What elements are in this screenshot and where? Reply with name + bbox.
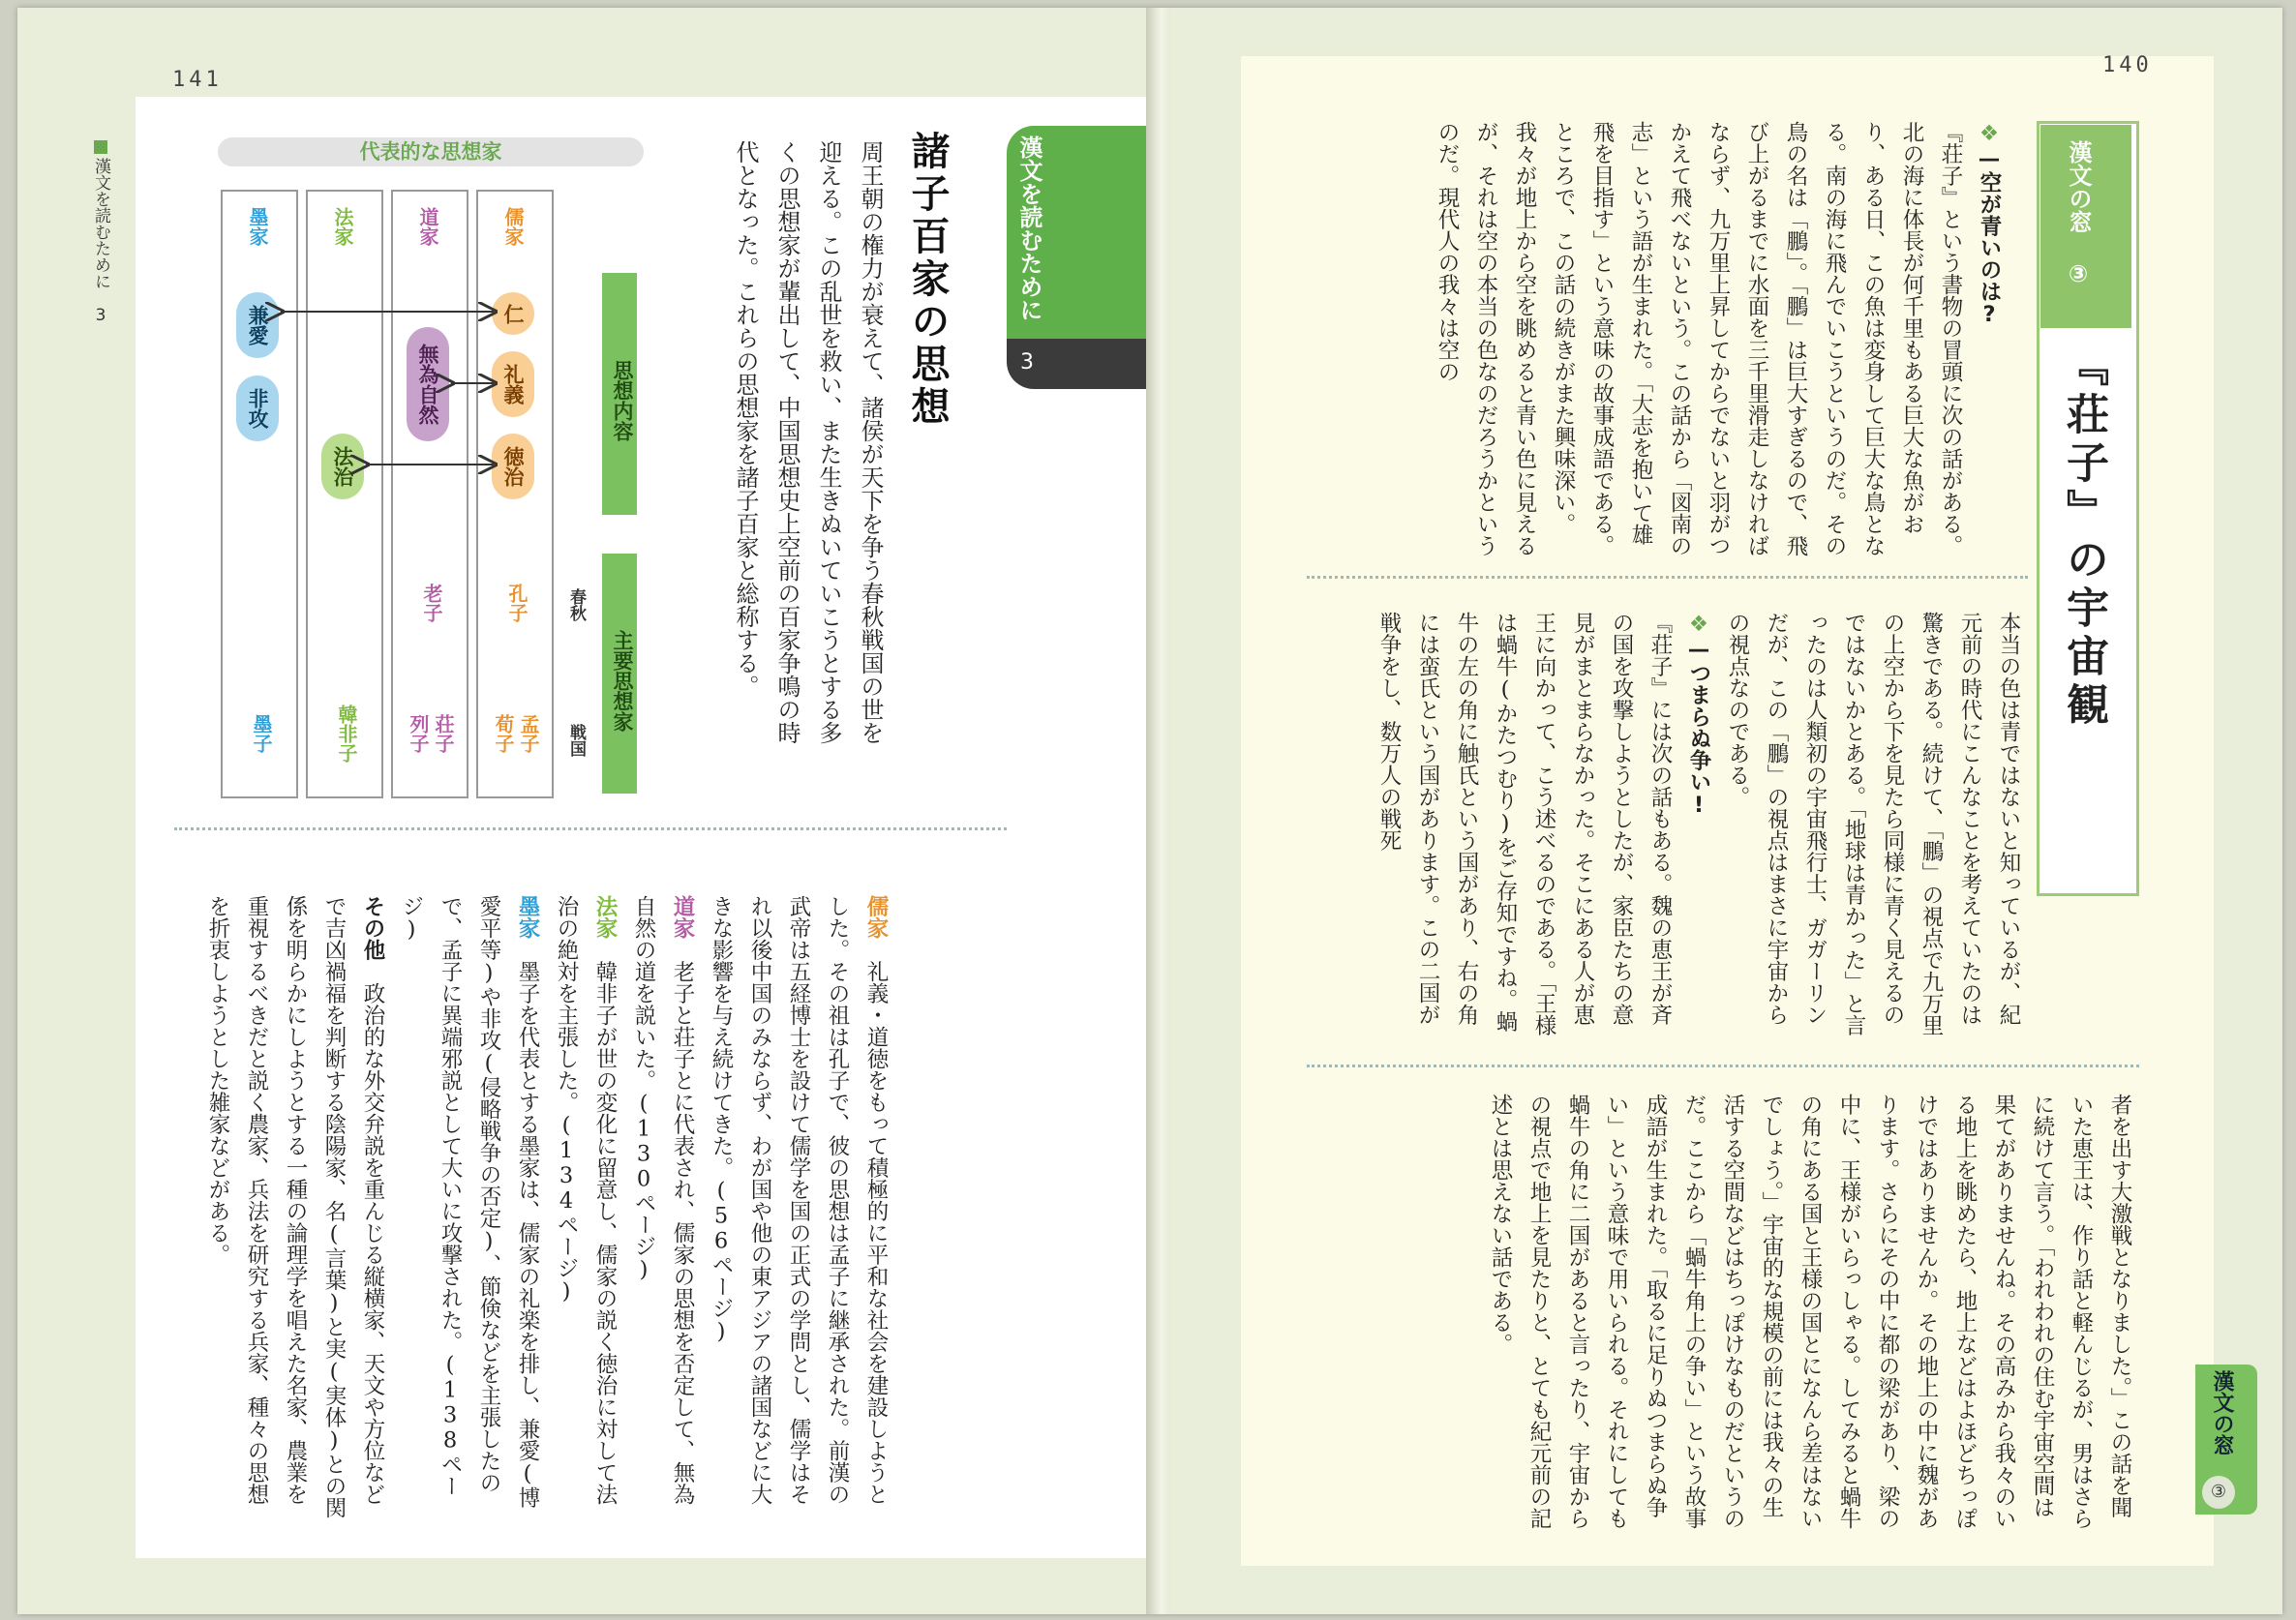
school-name: 儒家 (501, 207, 525, 246)
para-head: 墨家 (515, 895, 540, 939)
dotted-divider-right-2 (1307, 1065, 2139, 1067)
section-2-heading: ❖—つまらぬ争い! (1686, 612, 1711, 818)
para-text: 政治的な外交弁説を重んじる縦横家、天文や方位などで吉凶禍福を判断する陰陽家、名(言葉)と実(実体)との関係を明らかにしようとする一種の論理学を唱えた名家、農業を重視するべきだと説く農家、兵法を研究する兵家、種々の思想を折衷しようとした雑家などがある。 (205, 895, 385, 1518)
header-people: 主要思想家 (602, 554, 637, 794)
idea-pill: 非攻 (236, 375, 279, 441)
section-1-text (1307, 121, 2009, 561)
spring-thinker: 老子 (420, 584, 443, 622)
warring-thinker: 列子 (407, 714, 430, 753)
column-series-label: 漢文の窓 ③ (2065, 140, 2092, 287)
diamond-icon: ❖ (1686, 612, 1711, 637)
idea-pill: 礼義 (492, 351, 534, 417)
section-3-text: 者を出す大激戦となりました。」この話を聞いた恵王は、作り話と軽んじるが、男はさらに続けて言う。「われわれの住む宇宙空間は果てがありませんね。その高みから我々のいる地上を眺めたら、地上などはよほどちっぽけではありませんか。その地上の中に魏があります。さらにその中に都の梁があり、梁の中に、王様がいらっしゃる。してみると蝸牛の角にある国と王様の国とになんら差はないでしょう。」宇宙的な規模の前には我々の生活する空間などはちっぽけなものだというのだ。ここから「蝸牛角上の争い」という故事成語が生まれた。「取るに足りぬつまらぬ争い」という意味で用いられる。それにしても蝸牛の角に二国があると言ったり、宇宙からの視点で地上を見たりと、とても紀元前の記述とは思えない話である。 (1488, 1094, 2132, 1529)
para-head: 儒家 (863, 895, 889, 939)
lead-paragraph: 周王朝の権力が衰えて、諸侯が天下を争う春秋戦国の世を迎える。この乱世を救い、また生きぬいていこうとする多くの思想家が輩出して、中国思想史上空前の百家争鳴の時代となった。これらの思想家を諸子百家と総称する。 (732, 140, 884, 744)
diamond-icon: ❖ (1977, 121, 2002, 146)
dotted-divider-right-1 (1307, 576, 2028, 579)
school-name: 墨家 (246, 207, 269, 246)
section-2-body: 『荘子』には次の話もある。魏の恵王が斉の国を攻撃しようとしたが、家臣たちの意見がまとまらなかった。そこにある人が恵王に向かって、こう述べるのである。「王様は蝸牛(かたつむり)をご存知ですね。蝸牛の左の角に触氏という国があり、右の角には蛮氏という国があります。この二国が戦争をし、数万人の戦死 (1376, 612, 1673, 1036)
idea-pill: 仁 (492, 292, 534, 335)
page-title: 諸子百家の思想 (905, 131, 951, 429)
schools-description (198, 895, 895, 1524)
side-tab-number: ③ (2202, 1476, 2235, 1509)
section-1-heading-text: 空が青いのは? (1977, 171, 2002, 327)
warring-thinker: 墨子 (250, 714, 273, 753)
section-2-heading-text: つまらぬ争い! (1686, 662, 1711, 818)
page-number-right: 140 (2102, 53, 2153, 77)
section-2-text (1307, 612, 2028, 1037)
idea-pill: 法治 (321, 434, 364, 499)
idea-pill: 兼愛 (236, 292, 279, 358)
para-text: 老子と荘子とに代表され、儒家の思想を否定して、無為自然の道を説いた。(130ページ) (631, 895, 695, 1505)
header-ideas: 思想内容 (602, 273, 637, 515)
side-tab-label: 漢文の窓 (2210, 1370, 2234, 1455)
warring-thinker: 孟子 (517, 714, 540, 753)
dotted-divider (174, 827, 1007, 830)
side-label: 漢文を読むために (91, 158, 110, 289)
para-text: 韓非子が世の変化に留意し、儒家の説く徳治に対して法治の絶対を主張した。(134ページ) (554, 895, 618, 1505)
chapter-tab-title: 漢文を読むために (1015, 135, 1042, 321)
chapter-tab-number: 3 (1020, 350, 1034, 375)
warring-thinker: 荀子 (492, 714, 515, 753)
chart-title: 代表的な思想家 (218, 137, 644, 166)
warring-thinker: 韓非子 (335, 705, 358, 763)
side-num: 3 (91, 306, 110, 325)
idea-pill: 徳治 (492, 434, 534, 499)
section-1-body: 『荘子』という書物の冒頭に次の話がある。北の海に体長が何千里もある巨大な魚がおり、ある日、この魚は変身して巨大な鳥となる。南の海に飛んでいこうというのだ。その鳥の名は「鵬」。「鵬」は巨大すぎるので、飛び上がるまでに水面を三千里滑走しなければならず、九万里上昇してからでないと羽がつかえて飛べないという。この話から「図南の志」という語が生まれた。「大志を抱いて雄飛を目指す」という意味の故事成語である。ところで、この話の続きがまた興味深い。我々が地上から空を眺めると青い色に見えるが、それは空の本当の色なのだろうかというのだ。現代人の我々は空の (1435, 121, 1963, 556)
page-number-left: 141 (172, 68, 223, 92)
spring-thinker: 孔子 (505, 584, 529, 622)
era-warring-states: 戦国 (566, 724, 586, 757)
school-name: 法家 (331, 207, 354, 246)
para-head: その他 (360, 895, 385, 961)
book-gutter (1146, 8, 1171, 1614)
para-text: 墨子を代表とする墨家は、儒家の礼楽を排し、兼愛(博愛平等)や非攻(侵略戦争の否定)、節倹などを主張したので、孟子に異端邪説として大いに攻撃された。(138ページ) (399, 895, 540, 1509)
section-1-heading: ❖—空が青いのは? (1977, 121, 2002, 327)
column-title: 『荘子』の宇宙観 (2059, 344, 2108, 731)
idea-pill: 無為自然 (407, 327, 449, 441)
section-1-continued: 本当の色は青ではないと知っているが、紀元前の時代にこんなことを考えていたのは驚きである。続けて、「鵬」の視点で九万里の上空から下を見たら同様に青く見えるのではないかとある。「地球は青かった」と言ったのは人類初の宇宙飛行士、ガガーリンだが、この「鵬」の視点はまさに宇宙からの視点なのである。 (1725, 612, 2021, 1036)
para-head: 道家 (670, 895, 695, 939)
para-head: 法家 (592, 895, 618, 939)
era-spring-autumn: 春秋 (566, 588, 586, 621)
warring-thinker: 荘子 (432, 714, 455, 753)
para-text: 礼義・道徳をもって積極的に平和な社会を建設しようとした。その祖は孔子で、彼の思想は孟子に継承された。前漢の武帝は五経博士を設けて儒学を国の正式の学問とし、儒学はそれ以後中国のみならず、わが国や他の東アジアの諸国などに大きな影響を与え続けてきた。(56ページ) (709, 895, 889, 1505)
school-name: 道家 (416, 207, 439, 246)
